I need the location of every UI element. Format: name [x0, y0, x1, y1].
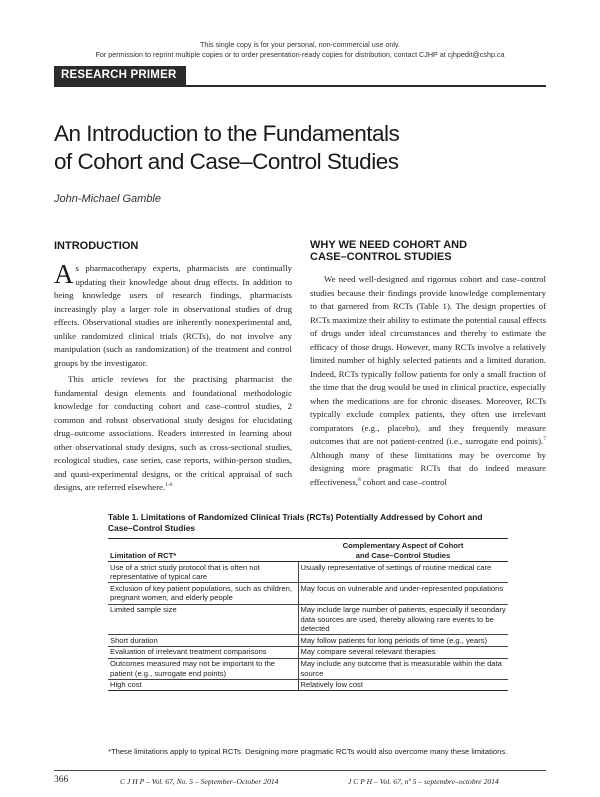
- introduction-paragraph-2: [54, 373, 292, 495]
- why-heading-line-2: CASE–CONTROL STUDIES: [310, 251, 452, 263]
- copyright-notice-line2: For permission to reprint multiple copies or to order presentation-ready copies for distribution, contact CJHP at cjhpedit@cshp.ca: [95, 50, 505, 59]
- reference-superscript: 7: [543, 436, 546, 443]
- reference-superscript: 8: [357, 476, 361, 483]
- why-paragraph-1-continued: Although many of these limitations may be overcome by designing more pragmatic RCTs that do indeed measure effectiveness,: [310, 449, 546, 487]
- table-header-aspect-line-2: and Case–Control Studies: [355, 550, 451, 560]
- table-cell-limitation: Use of a strict study protocol that is often not representative of typical care: [108, 562, 298, 583]
- table-header-limitation: Limitation of RCT*: [108, 539, 298, 562]
- table-caption: Table 1. Limitations of Randomized Clinical Trials (RCTs) Potentially Addressed by Cohort and Case–Control Studies: [108, 512, 483, 533]
- table-cell-limitation: Limited sample size: [108, 604, 298, 635]
- copyright-notice-line1: This single copy is for your personal, non-commercial use only.: [199, 40, 400, 49]
- limitations-table: [108, 538, 508, 691]
- introduction-heading: INTRODUCTION: [54, 240, 139, 252]
- introduction-paragraph-2-text: This article reviews for the practising pharmacist the fundamental design elements and foundational methodologic knowledge for conducting cohort and case–control studies, 2 common and robust observational study designs for elucidating drug–outcome associations. Readers interested in learning about other observational study designs, such as cross-sectional studies, ecological studies, case series, case reports, within-person studies, and quasi-experimental designs, or the critical appraisal of such designs, are referred elsewhere.: [54, 374, 292, 492]
- journal-citation-english: C J H P – Vol. 67, No. 5 – September–October 2014: [120, 777, 279, 786]
- table-cell-aspect: May follow patients for long periods of time (e.g., years): [298, 635, 508, 647]
- table-row: [108, 658, 508, 679]
- header-rule: [54, 85, 546, 87]
- table-cell-aspect: May include any outcome that is measurable within the data source: [298, 658, 508, 679]
- why-paragraph-1: [310, 273, 546, 489]
- introduction-paragraph-1-text: s pharmacotherapy experts, pharmacists are continually updating their knowledge about drug effects. In addition to being knowledge users of research findings, pharmacists increasingly play a larger role in observational studies of drug effects. Observational studies are inherently nonexperimental and, unlike randomized clinical trials (RCTs), do not involve any manipulation (such as randomization) of the treatment and control groups by the investigator.: [54, 263, 292, 368]
- title-line-2: of Cohort and Case–Control Studies: [54, 149, 399, 174]
- table-cell-limitation: Evaluation of irrelevant treatment comparisons: [108, 646, 298, 658]
- why-heading: [310, 239, 546, 263]
- table-row: [108, 679, 508, 691]
- table-cell-limitation: Outcomes measured may not be important to the patient (e.g., surrogate end points): [108, 658, 298, 679]
- introduction-column: [54, 259, 292, 495]
- footer-rule: [54, 770, 546, 771]
- table-row: [108, 562, 508, 583]
- table-cell-limitation: Exclusion of key patient populations, such as children, pregnant women, and elderly people: [108, 583, 298, 604]
- table-cell-aspect: May include large number of patients, especially if secondary data sources are used, thereby allowing rare events to be detected: [298, 604, 508, 635]
- why-column: [310, 273, 546, 489]
- table-row: [108, 583, 508, 604]
- article-title: [54, 120, 554, 176]
- table-cell-aspect: May focus on vulnerable and under-represented populations: [298, 583, 508, 604]
- why-paragraph-1-text: We need well-designed and rigorous cohort and case–control studies because their findings provide knowledge complementary to that garnered from RCTs (Table 1). The design properties of RCTs maximize their ability to estimate the potential causal effects of drugs under ideal circumstances and thereby to estimate the efficacy of those drugs. However, many RCTs involve a relatively limited number of highly selected patients and a limited duration. Indeed, RCTs typically follow patients for only a small fraction of the time that the drug would be used in clinical practice, especially when the medications are for chronic diseases. Moreover, RCTs typically exclude complex patients, they often use irrelevant comparators (e.g., placebo), and they frequently measure outcomes that are not patient-centred (i.e., surrogate end points).: [310, 274, 546, 446]
- table-footnote: *These limitations apply to typical RCTs. Designing more pragmatic RCTs would also overcome many these limitations.: [108, 747, 508, 756]
- introduction-paragraph-1: [54, 259, 292, 370]
- table-cell-aspect: Relatively low cost: [298, 679, 508, 691]
- table-row: [108, 646, 508, 658]
- page-number: 366: [54, 775, 69, 785]
- table-row: [108, 604, 508, 635]
- table-cell-limitation: Short duration: [108, 635, 298, 647]
- why-heading-line-1: WHY WE NEED COHORT AND: [310, 239, 468, 251]
- reference-superscript: 1-6: [165, 482, 173, 489]
- table-row: [108, 635, 508, 647]
- table-header-aspect-line-1: Complementary Aspect of Cohort: [342, 541, 464, 550]
- journal-citation-french: J C P H – Vol. 67, nº 5 – septembre–octobre 2014: [348, 777, 499, 786]
- author-name: John-Michael Gamble: [54, 193, 161, 205]
- table-cell-limitation: High cost: [108, 679, 298, 691]
- title-line-1: An Introduction to the Fundamentals: [54, 121, 400, 146]
- table-header-aspect: [298, 539, 508, 562]
- table-cell-aspect: Usually representative of settings of routine medical care: [298, 562, 508, 583]
- table-cell-aspect: May compare several relevant therapies: [298, 646, 508, 658]
- drop-cap: A: [54, 259, 74, 289]
- why-paragraph-1-end: cohort and case–control: [360, 476, 447, 487]
- table-header-row: [108, 539, 508, 562]
- section-label: RESEARCH PRIMER: [54, 66, 186, 85]
